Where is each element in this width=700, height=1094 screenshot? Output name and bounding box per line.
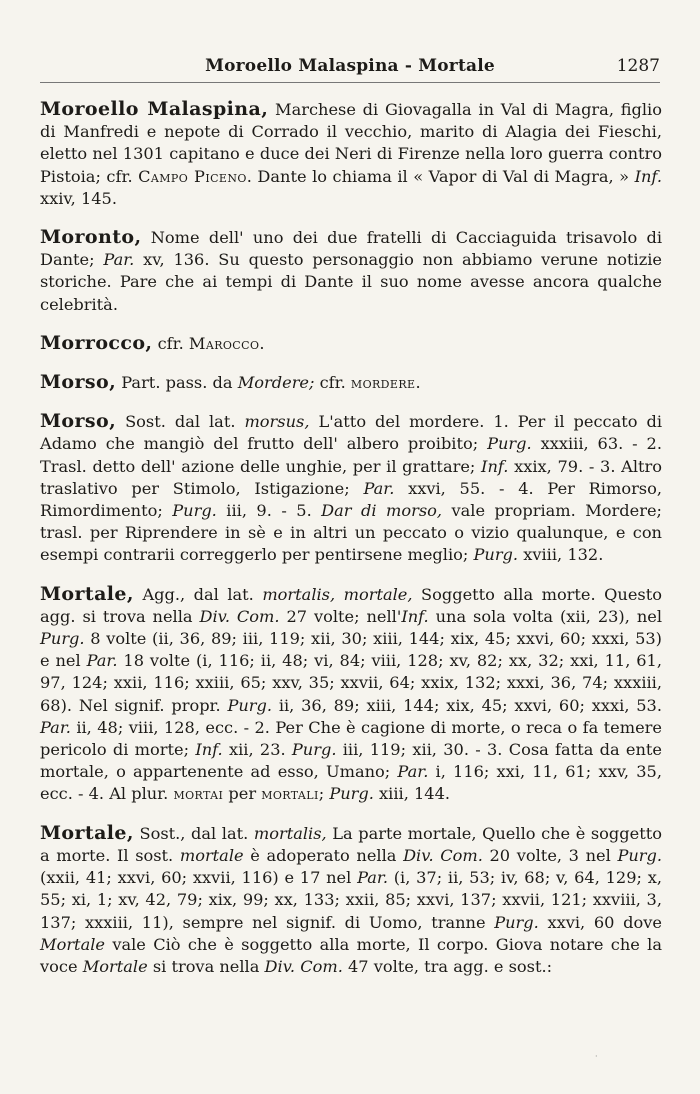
entry-text: xiii, 144.	[373, 784, 451, 804]
entry-text: Nome dell' uno dei due fratelli di Cacciaguida trisavolo di Dante;	[40, 228, 662, 270]
citation-italic: Purg.	[329, 784, 374, 804]
entry-text: xviii, 132.	[518, 545, 604, 565]
citation-italic: Purg.	[473, 545, 519, 565]
cross-reference: mordere	[350, 373, 416, 393]
citation-italic: Purg.	[487, 434, 532, 454]
entry-text: 8 volte (ii, 36, 89; iii, 119; xii, 30; xiii, 144; xix, 45; xxvi, 60; xxxi, 53) e nel	[40, 629, 662, 671]
entry-text: xxxiii, 63. - 2. Trasl. detto dell' azione delle unghie, per il grattare;	[40, 434, 662, 476]
entry-headword: Moronto,	[40, 226, 142, 249]
citation-italic: Par.	[103, 250, 135, 270]
citation-italic: Inf.	[401, 606, 429, 626]
citation-italic: Purg.	[227, 695, 273, 715]
running-title: Moroello Malaspina - Mortale	[205, 56, 495, 76]
entry-text: (i, 37; ii, 53; iv, 68; v, 64, 129; x, 55; xi, 1; xv, 42, 79; xix, 99; xx, 133; xxii, 85; xxvi, 137; xxvii, 121; xxviii, 3, 137; xxxiii, 11), sempre nel signif. di Uomo, tranne	[40, 868, 662, 932]
citation-italic: Purg.	[291, 740, 337, 760]
entry-text: i, 116; xxi, 11, 61; xxv, 35, ecc. - 4. Al plur.	[40, 762, 662, 804]
citation-italic: Inf.	[481, 456, 509, 476]
entry-text: iii, 9. - 5.	[216, 501, 322, 521]
cross-reference: Campo Piceno	[138, 166, 247, 186]
citation-italic: mortalis,	[253, 823, 327, 843]
entry-text: .	[259, 333, 265, 353]
dictionary-entry	[40, 226, 662, 316]
dictionary-entry	[40, 822, 662, 978]
citation-italic: Div. Com.	[264, 956, 343, 976]
entry-headword: Morrocco,	[40, 331, 153, 354]
cross-reference: Marocco	[188, 333, 260, 353]
entry-text: è adoperato nella	[243, 845, 404, 865]
dictionary-entry	[40, 371, 662, 394]
entry-text: (xxii, 41; xxvi, 60; xxvii, 116) e 17 nel	[40, 868, 358, 888]
entry-headword: Moroello Malaspina,	[40, 98, 269, 120]
entry-text: xxvi, 60 dove	[538, 912, 662, 932]
citation-italic: mortalis, mortale,	[262, 584, 413, 604]
page-number: 1287	[616, 56, 660, 76]
entry-text: La parte mortale, Quello che è soggetto a morte. Il sost.	[40, 823, 662, 865]
entry-text: 27 volte; nell'	[279, 606, 402, 626]
citation-italic: Div. Com.	[403, 845, 483, 865]
entry-text: xxix, 79. - 3. Altro traslativo per Stimolo, Istigazione;	[40, 456, 663, 498]
citation-italic: Inf.	[634, 166, 662, 186]
entry-text: 47 volte, tra agg. e sost.:	[342, 956, 553, 976]
dictionary-entry	[40, 410, 662, 566]
entry-text: .	[415, 373, 421, 393]
citation-italic: Purg.	[494, 912, 539, 932]
running-header	[40, 56, 660, 86]
dictionary-entry	[40, 583, 662, 806]
citation-italic: Mordere;	[237, 373, 315, 393]
citation-italic: Mortale	[82, 956, 148, 976]
entry-headword: Morso,	[40, 410, 117, 433]
cross-reference: mortali	[261, 784, 319, 804]
entry-text: Sost. dal lat.	[116, 412, 245, 432]
citation-italic: Par.	[397, 762, 429, 782]
entry-headword: Morso,	[40, 371, 117, 394]
scan-speck: ·	[595, 1052, 598, 1061]
entry-text: Sost., dal lat.	[133, 823, 254, 843]
entry-text: Part. pass. da	[116, 373, 238, 393]
citation-italic: Par.	[40, 717, 71, 737]
dictionary-entry	[40, 98, 662, 210]
entry-text: si trova nella	[147, 956, 265, 976]
entry-text: una sola volta (xii, 23), nel	[428, 606, 662, 626]
citation-italic: Par.	[357, 868, 388, 888]
entry-list	[40, 98, 662, 994]
entry-text: Marchese di Giovagalla in Val di Magra, figlio di Manfredi e nepote di Corrado il vecchio, marito di Alagia dei Fieschi, eletto nel 1301 capitano e duce dei Neri di Firenze nella loro guerra contro Pistoia; cfr.	[40, 100, 662, 186]
entry-headword: Mortale,	[40, 821, 134, 844]
entry-text: vale Ciò che è soggetto alla morte, Il corpo. Giova notare che la voce	[40, 934, 662, 976]
entry-text: Soggetto alla morte. Questo agg. si trova nella	[40, 584, 662, 626]
citation-italic: Par.	[86, 651, 118, 671]
entry-text: 18 volte (i, 116; ii, 48; vi, 84; viii, 128; xv, 82; xx, 32; xxi, 11, 61, 97, 124; xxii, 116; xxiii, 65; xxv, 35; xxvii, 64; xxix, 132; xxxi, 36, 74; xxxiii, 68). Nel signif. propr.	[40, 651, 662, 715]
entry-text: xii, 23.	[222, 740, 292, 760]
entry-text: per	[223, 784, 262, 804]
dictionary-entry	[40, 332, 662, 355]
entry-text: cfr.	[314, 373, 351, 393]
entry-text: Agg., dal lat.	[133, 584, 263, 604]
entry-text: . Dante lo chiama il « Vapor di Val di Magra, »	[246, 166, 635, 186]
entry-text: vale propriam. Mordere; trasl. per Riprendere in sè e in altri un peccato o vizio qualunque, e con esempi contrarii correggerlo per pentirsene meglio;	[40, 501, 662, 565]
citation-italic: Purg.	[40, 629, 85, 649]
entry-text: xxiv, 145.	[40, 188, 117, 208]
citation-italic: Purg.	[172, 501, 217, 521]
entry-text: xxvi, 55. - 4. Per Rimorso, Rimordimento;	[40, 478, 663, 521]
entry-text: iii, 119; xii, 30. - 3. Cosa fatta da ente mortale, o appartenente ad esso, Umano;	[40, 740, 662, 782]
citation-italic: Inf.	[195, 740, 223, 760]
citation-italic: Mortale	[40, 934, 105, 954]
citation-italic: Dar di morso,	[321, 501, 443, 521]
entry-text: L'atto del mordere. 1. Per il peccato di Adamo che mangiò del frutto dell' albero proibito;	[40, 412, 662, 454]
cross-reference: mortai	[173, 784, 224, 804]
entry-text: ii, 36, 89; xiii, 144; xix, 45; xxvi, 60; xxxi, 53.	[272, 695, 662, 715]
citation-italic: mortale	[179, 845, 244, 865]
citation-italic: Purg.	[617, 845, 663, 865]
citation-italic: Par.	[363, 478, 395, 498]
citation-italic: Div. Com.	[199, 606, 280, 626]
entry-text: ;	[318, 784, 330, 804]
entry-text: ii, 48; viii, 128, ecc. - 2. Per Che è cagione di morte, o reca o fa temere pericolo di morte;	[40, 717, 662, 760]
citation-italic: morsus,	[244, 412, 310, 432]
header-rule	[40, 82, 660, 83]
entry-text: 20 volte, 3 nel	[482, 845, 618, 865]
entry-text: xv, 136. Su questo personaggio non abbiamo verune notizie storiche. Pare che ai tempi di Dante il suo nome avesse ancora qualche celebrità.	[40, 250, 662, 314]
entry-headword: Mortale,	[40, 582, 134, 605]
entry-text: cfr.	[152, 333, 189, 353]
